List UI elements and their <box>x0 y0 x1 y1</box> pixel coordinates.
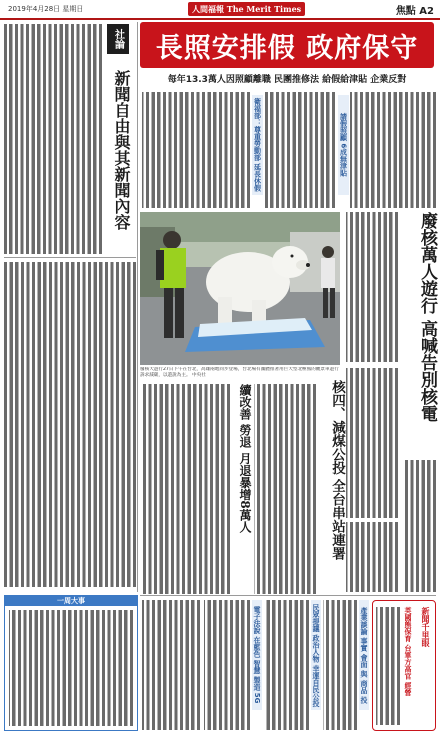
weekly-events-box <box>4 595 138 731</box>
logo-text: 人間福報 The Merit Times <box>192 3 302 14</box>
lead-subhead: 每年13.3萬人因照顧離職 民團推修法 給假給津貼 企業反對 <box>167 75 407 85</box>
weekly-events-title: 一周大事 <box>5 596 137 606</box>
photo-credit: 中央社 <box>192 373 206 378</box>
editorial-body-top <box>4 24 102 254</box>
bottom-kicker-1: 民眾提議 政治人物 幸運自民公投 <box>311 600 321 710</box>
nuclear-subhead: 核四、減煤公投 全台串站連署 <box>329 380 345 561</box>
section-label: 焦點 A2 <box>395 6 434 17</box>
lead-body-right <box>350 92 436 208</box>
nuclear-headline: 廢核萬人遊行 高喊告別核電 <box>417 212 437 422</box>
divider <box>140 595 436 596</box>
news-telescope-box <box>372 600 436 731</box>
nuclear-body-right <box>346 212 398 362</box>
news-photo <box>140 212 340 365</box>
photo-caption-text: 廢核大遊行27日下午在台北，高雄兩地同步登場，台北場有團體推著用巨大型北極熊的觀景車遊行訴求減碳，以遊說為主。 <box>140 367 339 378</box>
masthead <box>0 0 440 20</box>
newspaper-logo <box>188 2 305 16</box>
editorial-tag: 社論 <box>107 24 129 54</box>
lead-body-mid <box>265 92 335 208</box>
bottom-kicker-3: 產業談論 事實 會面 與 商品 投 <box>359 600 369 710</box>
bottom-body-2 <box>204 600 250 730</box>
editorial-title: 新聞自由與其新聞內容 <box>112 70 131 230</box>
nuclear-body-mid <box>254 384 316 594</box>
news-telescope-title: 新聞千里眼 <box>421 607 430 647</box>
divider <box>4 257 136 258</box>
weekly-events-body <box>9 610 133 726</box>
lead-headline-banner <box>140 22 434 68</box>
lead-body-left <box>142 92 250 208</box>
bottom-body-4 <box>323 600 357 730</box>
pollution-body <box>142 384 230 594</box>
lead-kicker-left: 衛福部：尊重勞動部 延長休假 <box>252 95 263 195</box>
bottom-body-1 <box>142 600 200 730</box>
bottom-kicker-2: 電子法說 在藍色 智慧 製造 5G <box>252 600 262 710</box>
nuclear-body-lower <box>346 368 398 518</box>
bottom-body-3 <box>264 600 309 730</box>
divider <box>137 22 138 592</box>
nuclear-body-center <box>346 522 398 592</box>
editorial-body-bottom <box>4 262 136 587</box>
issue-date: 2019年4月28日 星期日 <box>8 5 84 13</box>
protest-photo-image <box>140 212 340 365</box>
photo-caption <box>140 367 340 381</box>
lead-headline: 長照安排假 政府保守 <box>155 32 419 64</box>
pollution-headline: 續改善 勞退 月退暴增8萬人 <box>238 384 252 533</box>
nuclear-body-far-right <box>404 460 436 592</box>
news-telescope-sub: 英國熊保育 台軍方高官 經營 <box>404 607 413 696</box>
news-telescope-body <box>376 607 400 725</box>
lead-kicker-right: 請假照顧 6成無津貼 <box>338 95 349 195</box>
